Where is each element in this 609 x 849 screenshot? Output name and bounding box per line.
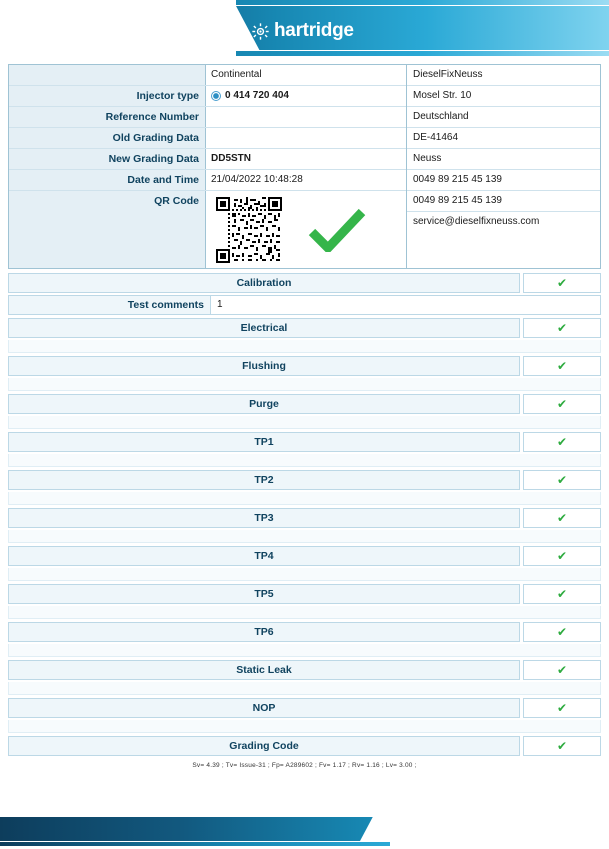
test-name: Static Leak: [8, 660, 520, 680]
qr-area: [206, 191, 406, 268]
test-name: Flushing: [8, 356, 520, 376]
customer-info-column: [406, 65, 600, 268]
info-row: [9, 170, 406, 191]
reference-number-value: [206, 107, 406, 127]
customer-phone-1: 0049 89 215 45 139: [407, 170, 600, 190]
header-top-accent: [236, 0, 609, 5]
test-comments-row: [8, 295, 601, 315]
test-row-purge: [8, 394, 601, 414]
info-label-date-time: Date and Time: [9, 170, 206, 190]
test-name: TP3: [8, 508, 520, 528]
test-detail-row: [8, 454, 601, 467]
customer-row: [407, 107, 600, 128]
test-comments-value: 1: [211, 295, 601, 315]
customer-row: [407, 65, 600, 86]
customer-country: Deutschland: [407, 107, 600, 127]
qr-block: [9, 191, 406, 268]
status-check-icon: ✔: [523, 546, 601, 566]
customer-row: [407, 212, 600, 232]
info-row: [9, 86, 406, 107]
customer-email: service@dieselfixneuss.com: [407, 212, 600, 232]
info-row: [9, 107, 406, 128]
header-bottom-accent: [236, 51, 609, 56]
customer-postcode: DE-41464: [407, 128, 600, 148]
status-check-icon: ✔: [523, 470, 601, 490]
test-row-tp2: [8, 470, 601, 490]
customer-phone-2: 0049 89 215 45 139: [407, 191, 600, 211]
info-row: [9, 128, 406, 149]
info-row: [9, 149, 406, 170]
status-check-icon: ✔: [523, 356, 601, 376]
info-row: [9, 65, 406, 86]
test-detail-row: [8, 492, 601, 505]
test-name: TP1: [8, 432, 520, 452]
customer-row: [407, 149, 600, 170]
test-name: TP5: [8, 584, 520, 604]
info-label-injector-type: Injector type: [9, 86, 206, 106]
status-check-icon: ✔: [523, 622, 601, 642]
customer-city: Neuss: [407, 149, 600, 169]
green-check-icon: [308, 208, 366, 252]
test-name: Purge: [8, 394, 520, 414]
status-check-icon: ✔: [523, 698, 601, 718]
customer-street: Mosel Str. 10: [407, 86, 600, 106]
test-row-tp6: [8, 622, 601, 642]
injector-type-value: 0 414 720 404: [225, 90, 289, 101]
customer-row: [407, 170, 600, 191]
info-value-text: Continental: [211, 69, 262, 80]
test-detail-row: [8, 606, 601, 619]
test-row-static-leak: [8, 660, 601, 680]
test-results-list: [8, 273, 601, 756]
info-label: [9, 65, 206, 85]
test-row-electrical: [8, 318, 601, 338]
test-name: Grading Code: [8, 736, 520, 756]
test-detail-row: [8, 568, 601, 581]
brand-logo: [252, 20, 354, 42]
test-name: TP4: [8, 546, 520, 566]
test-name: Electrical: [8, 318, 520, 338]
status-check-icon: ✔: [523, 584, 601, 604]
test-row-tp5: [8, 584, 601, 604]
new-grading-value: DD5STN: [206, 149, 406, 169]
test-row-tp1: [8, 432, 601, 452]
customer-name: DieselFixNeuss: [407, 65, 600, 85]
info-value: [206, 86, 406, 106]
date-time-value: 21/04/2022 10:48:28: [206, 170, 406, 190]
qr-code-image: [216, 197, 282, 263]
test-detail-row: [8, 530, 601, 543]
status-check-icon: ✔: [523, 318, 601, 338]
footer-white-notch: [379, 817, 609, 841]
brand-name: hartridge: [274, 20, 354, 41]
test-row-grading-code: [8, 736, 601, 756]
page-header: [0, 0, 609, 58]
test-detail-row: [8, 720, 601, 733]
test-detail-row: [8, 378, 601, 391]
radio-selected-icon[interactable]: [211, 91, 221, 101]
test-name: TP2: [8, 470, 520, 490]
status-check-icon: ✔: [523, 273, 601, 293]
status-check-icon: ✔: [523, 432, 601, 452]
test-detail-row: [8, 340, 601, 353]
customer-row: [407, 191, 600, 212]
customer-row: [407, 86, 600, 107]
test-detail-row: [8, 682, 601, 695]
test-detail-row: [8, 416, 601, 429]
test-name: TP6: [8, 622, 520, 642]
header-white-notch: [0, 6, 215, 50]
info-label-new-grading: New Grading Data: [9, 149, 206, 169]
injector-info-table: [8, 64, 601, 269]
page-footer: [0, 809, 609, 849]
test-row-tp3: [8, 508, 601, 528]
report-body: [8, 64, 601, 769]
test-detail-row: [8, 644, 601, 657]
status-check-icon: ✔: [523, 508, 601, 528]
info-label-old-grading: Old Grading Data: [9, 128, 206, 148]
test-comments-label: Test comments: [8, 295, 211, 315]
software-version-meta: Sv= 4.39 ; Tv= Issue-31 ; Fp= A289602 ; Fv= 1.17 ; Rv= 1.16 ; Lv= 3.00 ;: [192, 762, 417, 769]
old-grading-value: [206, 128, 406, 148]
test-row-tp4: [8, 546, 601, 566]
test-row-flushing: [8, 356, 601, 376]
customer-row: [407, 128, 600, 149]
info-label-reference-number: Reference Number: [9, 107, 206, 127]
test-row-calibration: [8, 273, 601, 293]
status-check-icon: ✔: [523, 660, 601, 680]
test-name: NOP: [8, 698, 520, 718]
footer-accent-line: [0, 842, 390, 846]
info-value: [206, 65, 406, 85]
status-check-icon: ✔: [523, 736, 601, 756]
gear-icon: [252, 23, 269, 40]
info-left-column: [9, 65, 406, 268]
info-label-qr-code: QR Code: [9, 191, 206, 268]
status-check-icon: ✔: [523, 394, 601, 414]
test-name: Calibration: [8, 273, 520, 293]
test-row-nop: [8, 698, 601, 718]
